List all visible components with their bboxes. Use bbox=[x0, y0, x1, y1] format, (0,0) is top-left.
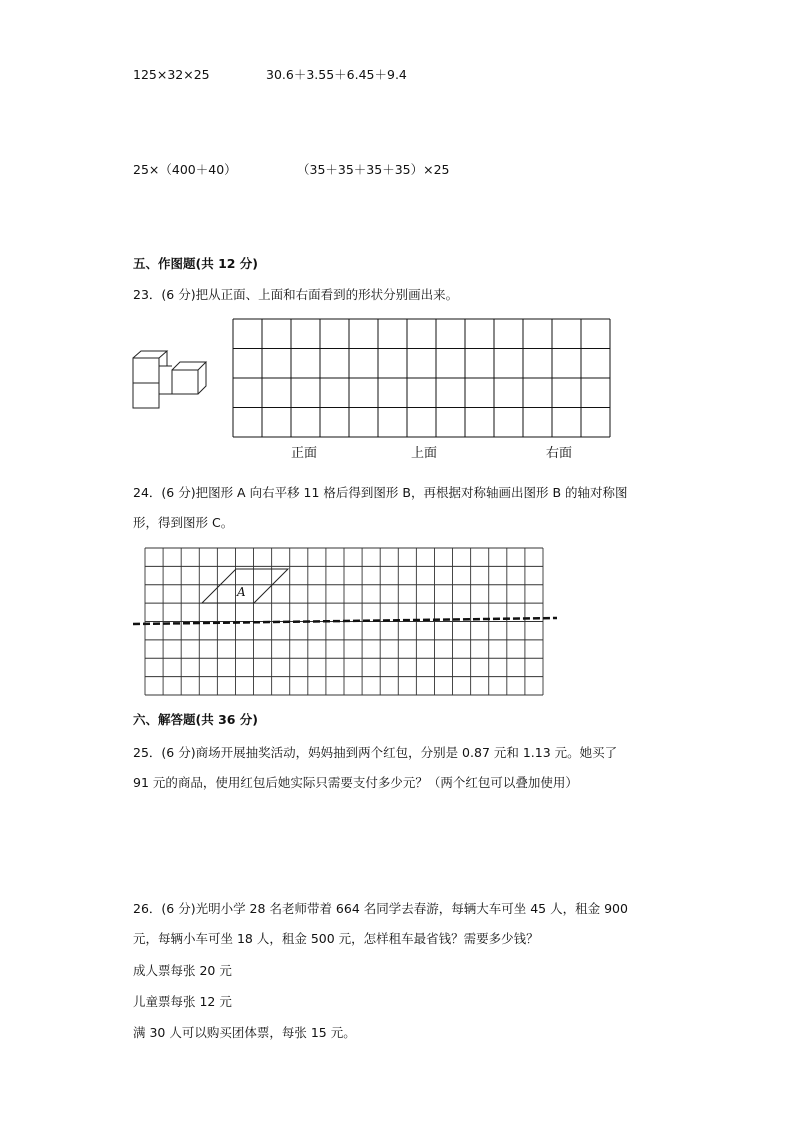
question-24-line2: 形，得到图形 C。 bbox=[133, 515, 234, 530]
expression-4: （35＋35＋35＋35）×25 bbox=[297, 162, 450, 177]
expression-3: 25×（400＋40） bbox=[133, 162, 237, 177]
question-26-line3: 成人票每张 20 元 bbox=[133, 963, 232, 978]
question-26-line2: 元，每辆小车可坐 18 人，租金 500 元，怎样租车最省钱？需要多少钱？ bbox=[133, 931, 539, 946]
section-6-title: 六、解答题(共 36 分) bbox=[133, 712, 259, 727]
label-front-view: 正面 bbox=[291, 446, 318, 461]
question-24-line1: 24．(6 分)把图形 A 向右平移 11 格后得到图形 B，再根据对称轴画出图形 B 的轴对称图 bbox=[133, 485, 628, 500]
question-26-line1: 26．(6 分)光明小学 28 名老师带着 664 名同学去春游，每辆大车可坐 45 人，租金 900 bbox=[133, 901, 628, 916]
label-right-view: 右面 bbox=[546, 446, 573, 461]
question-26-line5: 满 30 人可以购买团体票，每张 15 元。 bbox=[133, 1025, 356, 1040]
expression-1: 125×32×25 bbox=[133, 67, 210, 82]
question-25-line2: 91 元的商品，使用红包后她实际只需要支付多少元？（两个红包可以叠加使用） bbox=[133, 775, 578, 790]
question-26-line4: 儿童票每张 12 元 bbox=[133, 994, 232, 1009]
label-top-view: 上面 bbox=[411, 446, 438, 461]
question-25-line1: 25．(6 分)商场开展抽奖活动，妈妈抽到两个红包，分别是 0.87 元和 1.13 元。她买了 bbox=[133, 745, 618, 760]
shape-a-label: A bbox=[237, 585, 246, 599]
symmetry-axis bbox=[133, 618, 557, 624]
expression-2: 30.6＋3.55＋6.45＋9.4 bbox=[266, 67, 407, 82]
section-5-title: 五、作图题(共 12 分) bbox=[133, 256, 259, 271]
question-23-text: 23．(6 分)把从正面、上面和右面看到的形状分别画出来。 bbox=[133, 287, 459, 302]
